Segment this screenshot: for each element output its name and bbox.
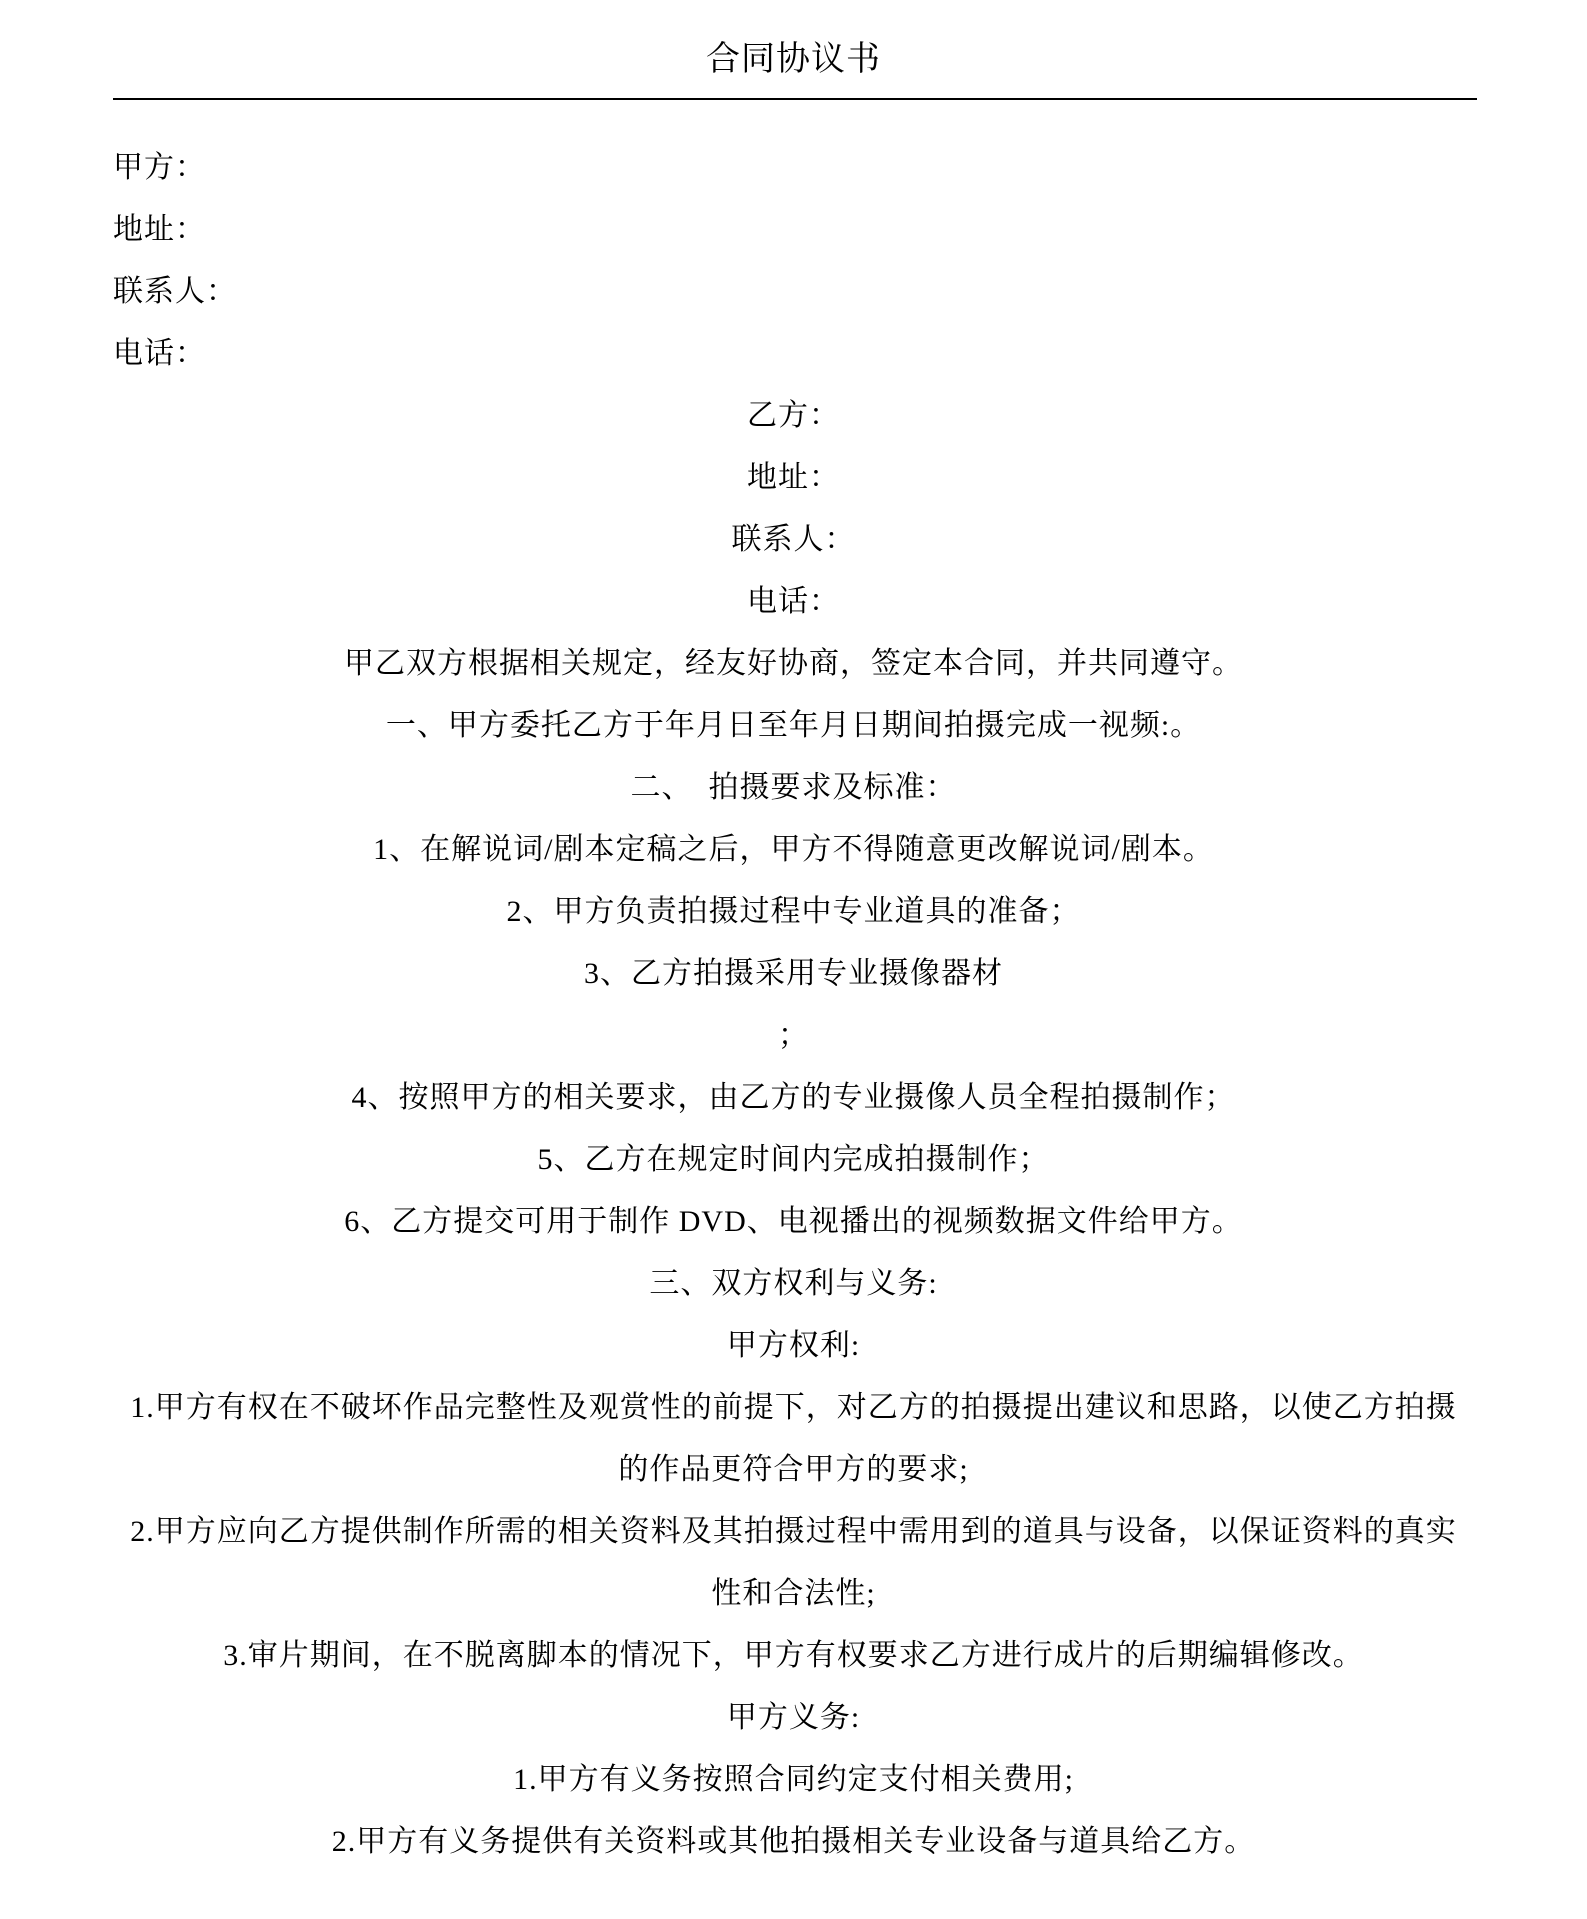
clause-three-heading-line: 三、双方权利与义务: bbox=[649, 1267, 938, 1300]
preamble-line: 甲乙双方根据相关规定，经友好协商，签定本合同，并共同遵守。 bbox=[344, 647, 1243, 680]
party-a-obligations-heading-line: 甲方义务: bbox=[726, 1701, 861, 1734]
party-a-rights-heading-line: 甲方权利: bbox=[726, 1329, 861, 1362]
party-a-rights-item-1-line-b: 的作品更符合甲方的要求; bbox=[618, 1453, 969, 1486]
party-a-obligations-item-1-line: 1.甲方有义务按照合同约定支付相关费用; bbox=[513, 1763, 1074, 1796]
shooting-req-item-3-line: 3、乙方拍摄采用专业摄像器材 bbox=[584, 957, 1003, 990]
party-a-name-line: 甲方： bbox=[113, 151, 206, 184]
clause-one-line: 一、甲方委托乙方于年月日至年月日期间拍摄完成一视频:。 bbox=[385, 709, 1202, 742]
document-body bbox=[0, 137, 1587, 1873]
party-a-contact-line: 联系人： bbox=[113, 275, 237, 308]
document-title: 合同协议书 bbox=[706, 40, 881, 78]
title-divider bbox=[113, 98, 1477, 100]
party-a-rights-item-2-line-b: 性和合法性; bbox=[711, 1577, 876, 1610]
shooting-req-item-4-line: 4、按照甲方的相关要求，由乙方的专业摄像人员全程拍摄制作； bbox=[351, 1081, 1236, 1114]
party-a-obligations-item-2-line: 2.甲方有义务提供有关资料或其他拍摄相关专业设备与道具给乙方。 bbox=[331, 1825, 1256, 1858]
standalone-semicolon-line: ； bbox=[778, 1019, 809, 1052]
party-a-rights-item-3-line: 3.审片期间，在不脱离脚本的情况下，甲方有权要求乙方进行成片的后期编辑修改。 bbox=[223, 1639, 1364, 1672]
party-b-address-line: 地址： bbox=[747, 461, 840, 494]
party-b-phone-line: 电话： bbox=[747, 585, 840, 618]
shooting-req-item-1-line: 1、在解说词/剧本定稿之后，甲方不得随意更改解说词/剧本。 bbox=[373, 833, 1214, 866]
shooting-req-item-6-line: 6、乙方提交可用于制作 DVD、电视播出的视频数据文件给甲方。 bbox=[344, 1205, 1243, 1238]
party-a-address-line: 地址： bbox=[113, 213, 206, 246]
party-a-rights-item-2-line-a: 2.甲方应向乙方提供制作所需的相关资料及其拍摄过程中需用到的道具与设备，以保证资料的真实 bbox=[130, 1515, 1457, 1548]
party-a-phone-line: 电话： bbox=[113, 337, 206, 370]
party-b-contact-line: 联系人： bbox=[731, 523, 856, 556]
clause-two-heading-line: 二、 拍摄要求及标准： bbox=[630, 771, 957, 804]
party-b-name-line: 乙方： bbox=[747, 399, 840, 432]
party-a-rights-item-1-line-a: 1.甲方有权在不破坏作品完整性及观赏性的前提下，对乙方的拍摄提出建议和思路，以使乙方拍摄 bbox=[130, 1391, 1457, 1424]
shooting-req-item-5-line: 5、乙方在规定时间内完成拍摄制作； bbox=[537, 1143, 1050, 1176]
shooting-req-item-2-line: 2、甲方负责拍摄过程中专业道具的准备； bbox=[506, 895, 1081, 928]
